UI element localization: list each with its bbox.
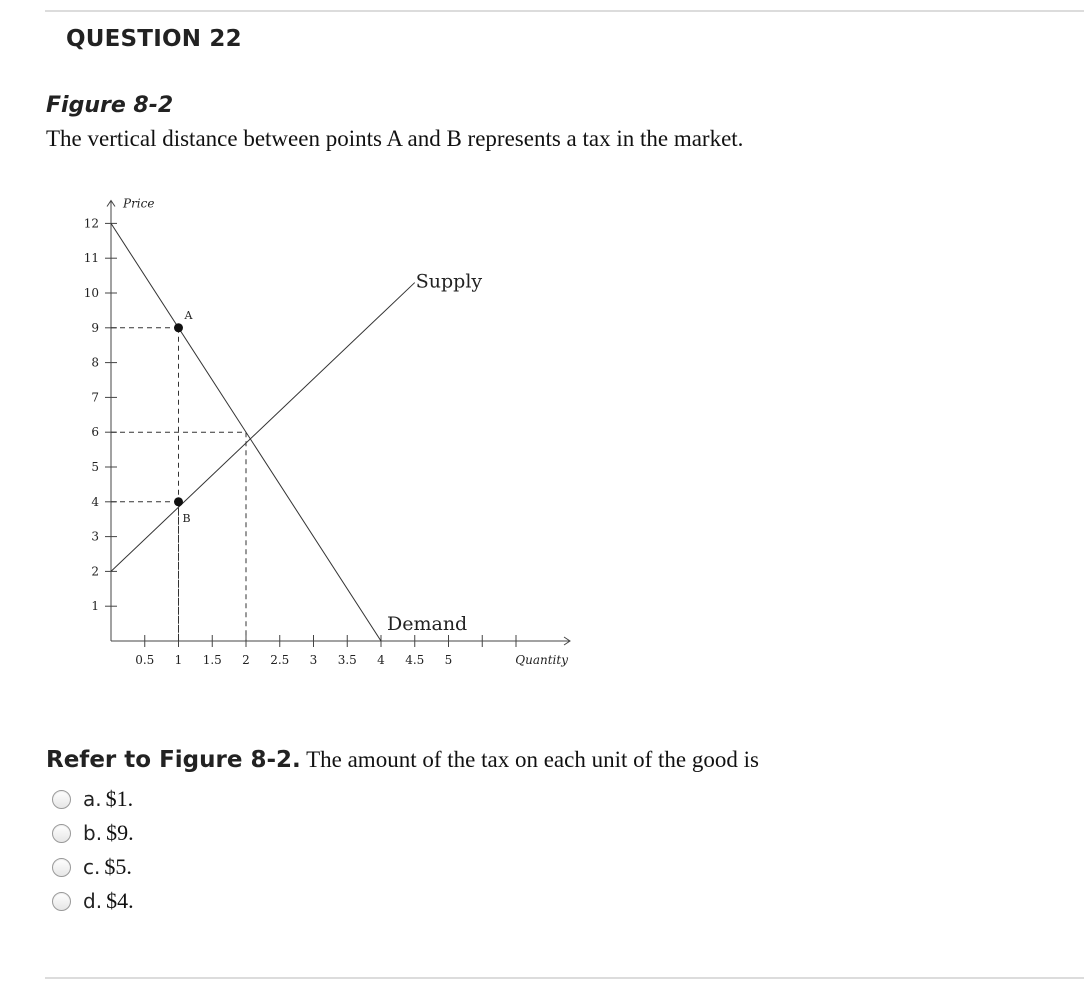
- answer-options: [52, 782, 134, 918]
- answer-letter: b.: [83, 821, 103, 845]
- point-b: [174, 497, 183, 506]
- point-a: [174, 323, 183, 332]
- y-tick-label: 1: [91, 599, 99, 614]
- x-tick-label: 0.5: [135, 653, 155, 667]
- figure-title: Figure 8-2: [46, 93, 174, 118]
- y-tick-label: 8: [91, 355, 99, 370]
- x-tick-label: 4.5: [405, 653, 425, 667]
- supply-label: Supply: [415, 270, 483, 293]
- answer-option-d[interactable]: [52, 884, 134, 918]
- answer-value: $4.: [106, 888, 134, 913]
- answer-option-c[interactable]: [52, 850, 134, 884]
- question-header: QUESTION 22: [66, 26, 242, 52]
- y-tick-label: 10: [83, 286, 99, 300]
- x-tick-label: 2: [242, 653, 250, 667]
- point-label-a: A: [184, 308, 193, 322]
- prompt-figure-reference: Refer to Figure 8-2.: [46, 747, 301, 773]
- y-tick-label: 9: [91, 320, 99, 335]
- x-tick-label: 1: [174, 653, 183, 667]
- y-tick-label: 11: [83, 251, 99, 266]
- supply-demand-chart: [60, 178, 600, 698]
- prompt-text: The amount of the tax on each unit of the good is: [300, 747, 759, 772]
- y-tick-label: 4: [91, 494, 99, 509]
- answer-value: $9.: [106, 820, 134, 845]
- figure-caption: The vertical distance between points A and B represents a tax in the market.: [46, 126, 744, 151]
- x-tick-label: 3.5: [337, 653, 357, 667]
- y-tick-label: 6: [91, 425, 99, 440]
- top-divider: [45, 10, 1084, 12]
- radio-button-d[interactable]: [52, 892, 71, 911]
- x-tick-label: 4: [377, 653, 385, 667]
- y-tick-label: 3: [91, 529, 99, 544]
- answer-letter: a.: [83, 787, 102, 811]
- x-tick-label: 2.5: [270, 653, 290, 667]
- radio-button-a[interactable]: [52, 790, 71, 809]
- y-tick-label: 12: [83, 216, 99, 231]
- answer-letter: c.: [83, 855, 101, 879]
- y-tick-label: 2: [91, 564, 99, 579]
- y-axis-label: Price: [123, 196, 155, 211]
- x-tick-label: 3: [309, 653, 318, 667]
- answer-letter: d.: [83, 889, 103, 913]
- demand-label: Demand: [387, 613, 468, 635]
- x-axis-label: Quantity: [515, 653, 568, 667]
- radio-button-c[interactable]: [52, 858, 71, 877]
- radio-button-b[interactable]: [52, 824, 71, 843]
- point-label-b: B: [182, 511, 191, 525]
- y-tick-label: 7: [91, 390, 99, 405]
- answer-value: $5.: [104, 854, 132, 879]
- answer-option-b[interactable]: [52, 816, 134, 850]
- x-tick-label: 5: [444, 653, 453, 667]
- x-tick-label: 1.5: [202, 653, 222, 667]
- bottom-divider: [45, 977, 1084, 979]
- answer-option-a[interactable]: [52, 782, 134, 816]
- supply-curve: [111, 283, 415, 572]
- question-prompt: [46, 747, 759, 773]
- answer-value: $1.: [105, 786, 134, 811]
- y-tick-label: 5: [91, 460, 99, 474]
